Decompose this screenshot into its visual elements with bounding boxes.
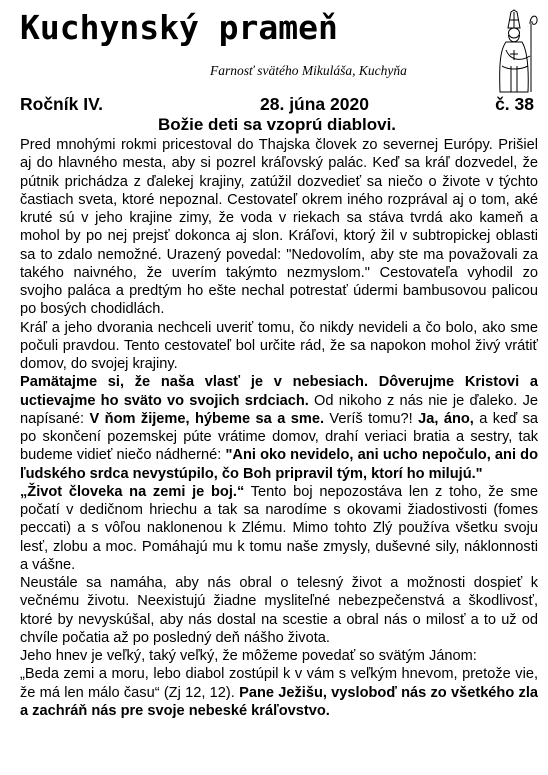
text: „Beda zemi a moru, lebo diabol zostúpil k v vám s veľkým hnevom, pretože vie, že má len málo času“ (Zj 12, 12).	[20, 666, 538, 701]
bold-prayer: Pane Ježišu, vysloboď nás zo všetkého zla a zachráň nás pre svoje nebeské kráľovstvo.	[20, 684, 538, 719]
text: a keď sa po skončení pozemskej púte vrátime domov, drahí veriaci bratia a sestry, tak budeme vidieť niečo nádherné:	[20, 410, 538, 464]
issue-volume: Ročník IV.	[20, 94, 103, 114]
text: Tento boj nepozostáva len z toho, že sme počatí v dedičnom hriechu a tak sa narodíme s okovami žiadostivosti (fomes peccati) a s vôľou naklonenou k Zlému. Mimo tohto Zlý používa všetku svoju lesť, zlobu a moc. Pomáhajú mu k tomu naše zmysly, duševné sily, náklonnosti a vášne.	[20, 483, 538, 573]
paragraph-4	[20, 483, 538, 574]
bold-text: V ňom žijeme, hýbeme sa a sme.	[89, 410, 324, 427]
bold-quote: "Ani oko nevidelo, ani ucho nepočulo, ani do ľudského srdca nevystúpilo, čo Boh pripravil tým, ktorí ho milujú."	[20, 447, 538, 482]
paragraph-7	[20, 665, 538, 720]
paragraph-2: Kráľ a jeho dvorania nechceli uveriť tomu, čo nikdy nevideli a čo bolo, ako sme počuli pravdou. Tento cestovateľ bol určite rád, že sa napokon mohol živý vrátiť domov, do svojej krajiny.	[20, 319, 538, 372]
paragraph-5: Neustále sa namáha, aby nás obral o telesný život a možnosti dospieť k večnému životu. Neexistujú žiadne mysliteľné nebezpečenstvá a škodlivosť, ktoré by nevyskúšal, aby nás dostal na scestie a obral nás o milosť a to už od chvíle počatia až po posledný deň nášho života.	[20, 575, 538, 646]
text: Od nikoho z nás nie je ďaleko. Je napísané:	[20, 392, 538, 427]
issue-info	[20, 94, 534, 114]
article-body	[20, 136, 538, 720]
issue-number: č. 38	[495, 94, 534, 114]
bold-text: Ja, áno,	[418, 410, 474, 427]
paragraph-6: Jeho hnev je veľký, taký veľký, že môžeme povedať so svätým Jánom:	[20, 648, 477, 664]
saint-nicholas-bishop-icon	[494, 6, 538, 94]
masthead-subtitle: Farnosť svätého Mikuláša, Kuchyňa	[210, 63, 407, 78]
masthead-title: Kuchynský prameň	[20, 8, 338, 47]
bold-text: Pamätajme si, že naša vlasť je v nebesiach. Dôverujme Kristovi a uctievajme ho sväto vo svojich srdciach.	[20, 374, 538, 409]
paragraph-1: Pred mnohými rokmi pricestoval do Thajska človek zo severnej Európy. Prišiel aj do hlavného mesta, aby si pozrel kráľovský palác. Keď sa kráľ dozvedel, že pútnik prichádza z ďalekej krajiny, zatúžil dozvedieť sa niečo o živote v týchto častiach sveta, ktoré nepoznal. Cestovateľ okrem iného rozprával aj o tom, aké kruté sú v jeho krajine zimy, že voda v riekach sa stáva tvrdá ako kameň a mohol by po nej prejsť dokonca aj slon. Kráľovi, ktorý žil v subtropickej oblasti sa to zdalo nemožné. Urazený povedal: "Nedovolím, aby ste ma považovali za takého naivného, že uverím takýmto nezmyslom." Cestovateľa vyhodil zo svojho paláca a predtým ho ešte nechal potrestať údermi bambusovou palicou po bosých chodidlách.	[20, 137, 538, 318]
article-title: Božie deti sa vzoprú diablovi.	[157, 115, 397, 134]
bold-quote: „Život človeka na zemi je boj.“	[20, 483, 245, 500]
paragraph-3	[20, 373, 538, 483]
text: Veríš tomu?!	[324, 410, 419, 427]
issue-date: 28. júna 2020	[260, 94, 369, 114]
